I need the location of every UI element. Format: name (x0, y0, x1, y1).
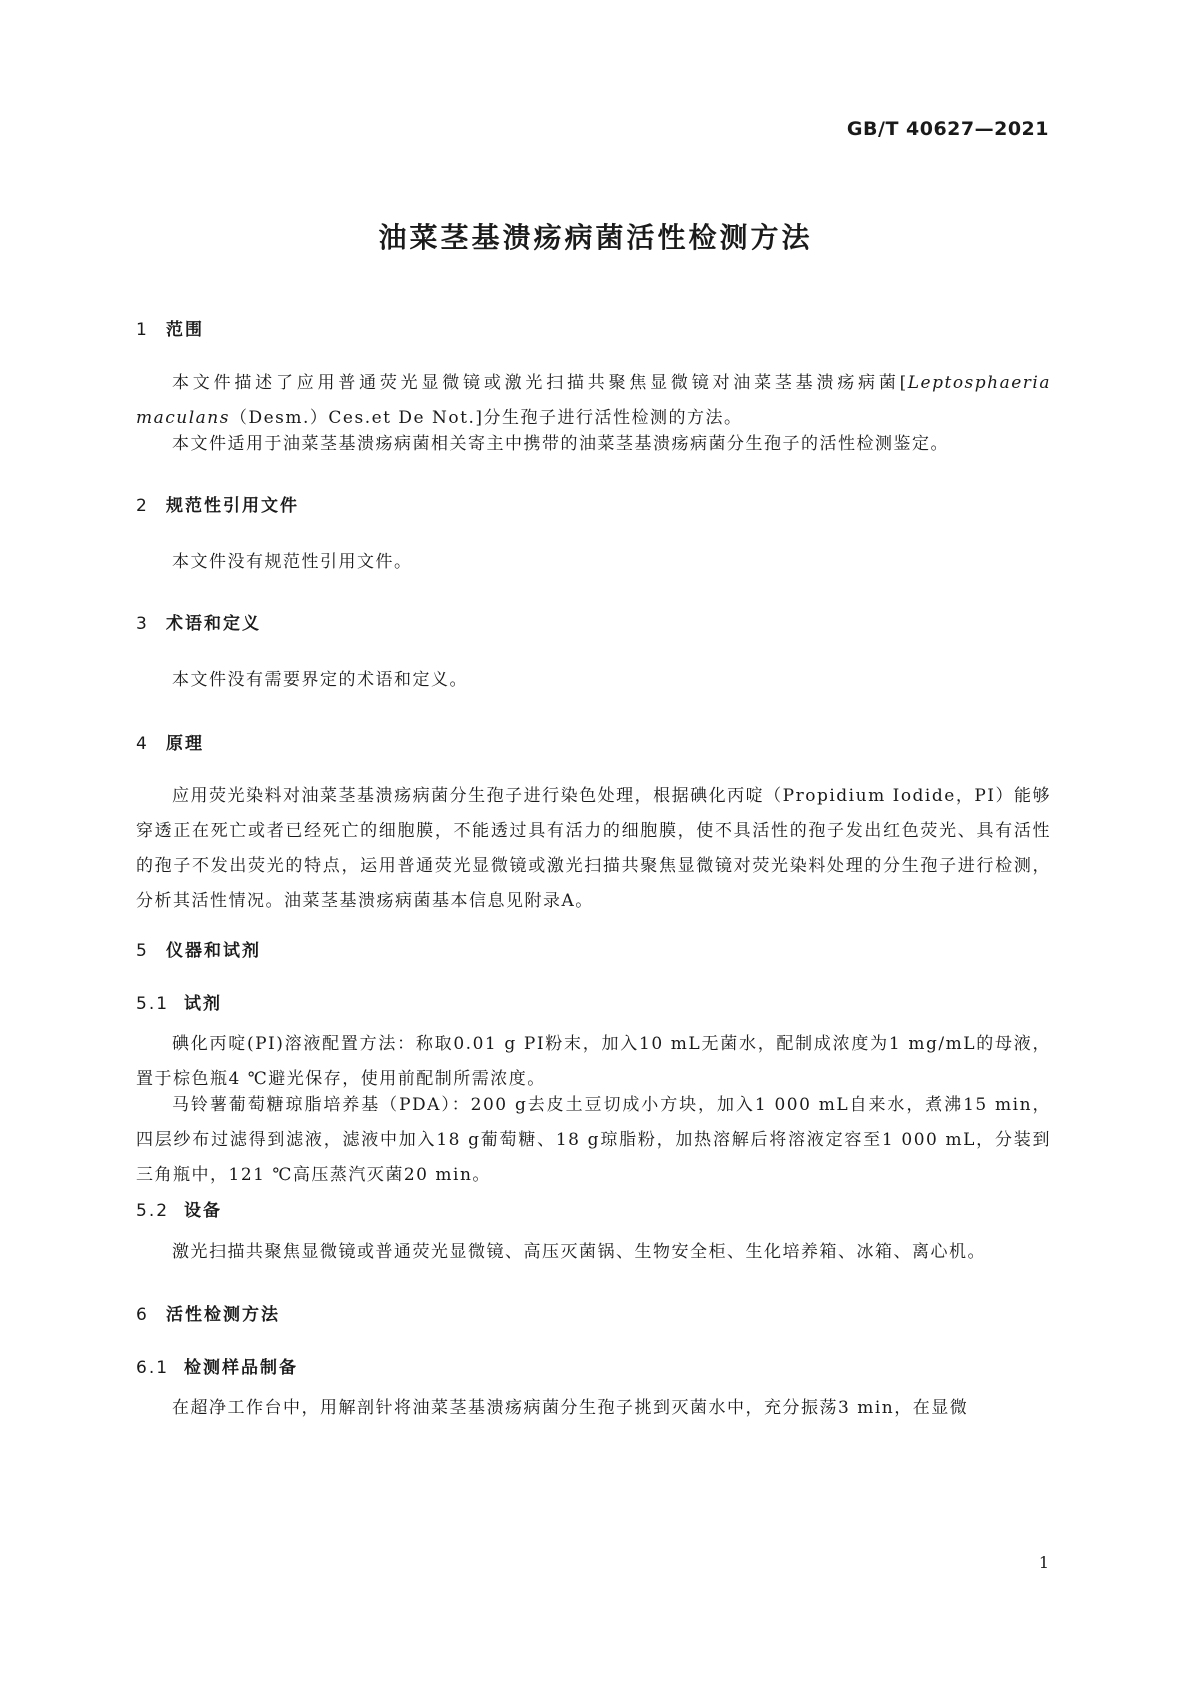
scope-text-post: （Desm.）Ces.et De Not.]分生孢子进行活性检测的方法。 (229, 408, 743, 428)
subsection-title: 试剂 (184, 994, 222, 1014)
subsection-number: 6.1 (136, 1358, 170, 1378)
scope-text-pre: 本文件描述了应用普通荧光显微镜或激光扫描共聚焦显微镜对油菜茎基溃疡病菌[ (172, 373, 908, 393)
section-number: 4 (136, 734, 149, 754)
document-title: 油菜茎基溃疡病菌活性检测方法 (378, 221, 813, 254)
reagents-paragraph-2: 马铃薯葡萄糖琼脂培养基（PDA）：200 g去皮土豆切成小方块，加入1 000 mL自来水，煮沸15 min，四层纱布过滤得到滤液，滤液中加入18 g葡萄糖、18 g琼脂粉，加热溶解后将溶液定容至1 000 mL，分装到三角瓶中，121 ℃高压蒸汽灭菌20 min。 (136, 1095, 1051, 1185)
section-number: 1 (136, 320, 149, 340)
subsection-number: 5.2 (136, 1201, 170, 1221)
section-number: 2 (136, 496, 149, 516)
section-title: 范围 (166, 320, 204, 340)
subsection-heading-reagents (136, 989, 222, 1014)
scope-paragraph-2: 本文件适用于油菜茎基溃疡病菌相关寄主中携带的油菜茎基溃疡病菌分生孢子的活性检测鉴定。 (172, 434, 949, 454)
subsection-heading-equipment (136, 1196, 222, 1221)
section-heading-scope (136, 315, 204, 340)
principle-paragraph: 应用荧光染料对油菜茎基溃疡病菌分生孢子进行染色处理，根据碘化丙啶（Propidium Iodide，PI）能够穿透正在死亡或者已经死亡的细胞膜，不能透过具有活力的细胞膜，使不具活性的孢子发出红色荧光、具有活性的孢子不发出荧光的特点，运用普通荧光显微镜或激光扫描共聚焦显微镜对荧光染料处理的分生孢子进行检测，分析其活性情况。油菜茎基溃疡病菌基本信息见附录A。 (136, 786, 1051, 911)
section-title: 活性检测方法 (166, 1305, 280, 1325)
reagents-paragraph-1: 碘化丙啶(PI)溶液配置方法：称取0.01 g PI粉末，加入10 mL无菌水，配制成浓度为1 mg/mL的母液，置于棕色瓶4 ℃避光保存，使用前配制所需浓度。 (136, 1034, 1051, 1089)
section-number: 3 (136, 614, 149, 634)
section-heading-principle (136, 729, 204, 754)
section-heading-instruments (136, 936, 261, 961)
section-title: 仪器和试剂 (166, 941, 261, 961)
terms-paragraph: 本文件没有需要界定的术语和定义。 (172, 670, 468, 690)
equipment-paragraph: 激光扫描共聚焦显微镜或普通荧光显微镜、高压灭菌锅、生物安全柜、生化培养箱、冰箱、离心机。 (172, 1242, 986, 1262)
species-name: Leptosphaeria maculans (136, 373, 1051, 428)
section-title: 术语和定义 (166, 614, 261, 634)
section-number: 6 (136, 1305, 149, 1325)
section-title: 原理 (166, 734, 204, 754)
page-number: 1 (1038, 1553, 1049, 1572)
normative-references-paragraph: 本文件没有规范性引用文件。 (172, 552, 413, 572)
subsection-number: 5.1 (136, 994, 170, 1014)
subsection-heading-sample-preparation (136, 1353, 298, 1378)
subsection-title: 检测样品制备 (184, 1358, 298, 1378)
section-heading-normative-references (136, 491, 299, 516)
sample-preparation-paragraph: 在超净工作台中，用解剖针将油菜茎基溃疡病菌分生孢子挑到灭菌水中，充分振荡3 min，在显微 (172, 1398, 969, 1418)
standard-code: GB/T 40627—2021 (846, 118, 1049, 140)
section-heading-detection-method (136, 1300, 280, 1325)
section-number: 5 (136, 941, 149, 961)
scope-paragraph-1 (136, 366, 1051, 436)
section-heading-terms (136, 609, 261, 634)
section-title: 规范性引用文件 (166, 496, 299, 516)
subsection-title: 设备 (184, 1201, 222, 1221)
